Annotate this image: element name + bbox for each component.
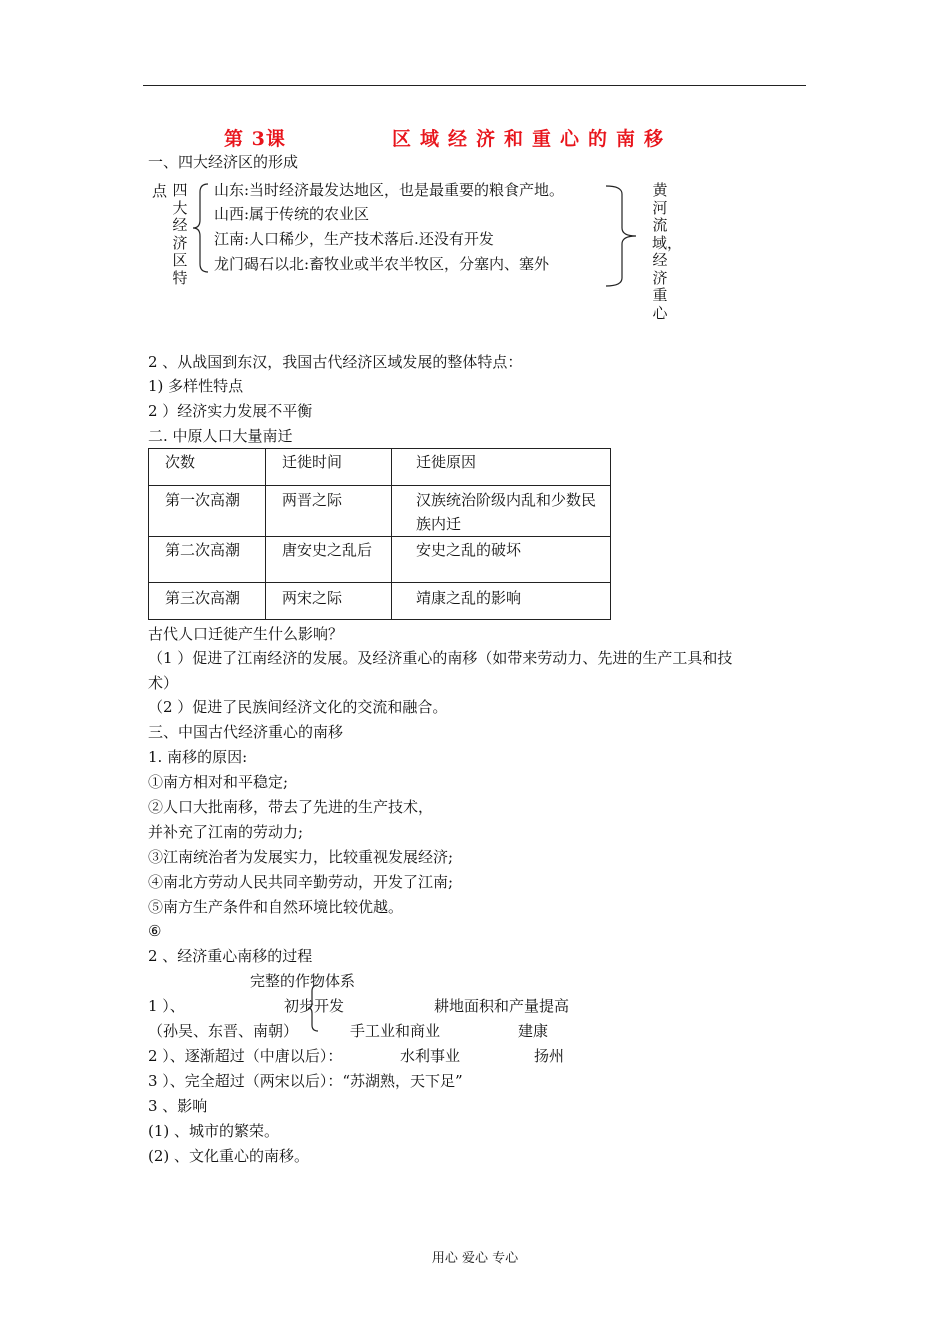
stage-1-text: 初步开发 <box>284 997 345 1015</box>
row-3-count: 第三次高潮 <box>165 589 241 607</box>
paragraph-overall-features: 2 、从战国到东汉，我国古代经济区域发展的整体特点： <box>148 353 523 371</box>
table-row <box>149 537 611 583</box>
reason-2-cont: 并补充了江南的劳动力; <box>148 823 304 841</box>
table-header-row <box>149 449 611 486</box>
table-row <box>149 583 611 620</box>
impact-2: (2) 、文化重心的南移。 <box>148 1147 310 1165</box>
page-footer: 用心 爱心 专心 <box>431 1251 519 1266</box>
left-brace-icon <box>190 182 212 274</box>
header-rule <box>143 85 806 86</box>
stage-2: 2 ）、逐渐超过（中唐以后）： <box>148 1047 343 1065</box>
section-1-heading: 一、四大经济区的形成 <box>148 153 299 171</box>
migration-table <box>148 448 611 620</box>
jiankang-label: 建康 <box>518 1022 549 1040</box>
reason-2: ②人口大批南移，带去了先进的生产技术， <box>148 798 434 816</box>
reason-6: ⑥ <box>148 922 162 940</box>
section-3-heading: 三、中国古代经济重心的南移 <box>148 723 344 741</box>
region-item-shandong: 山东:当时经济最发达地区，也是最重要的粮食产地。 <box>214 181 565 199</box>
side-label-prefix: 点 <box>152 182 168 200</box>
reason-5: ⑤南方生产条件和自然环境比较优越。 <box>148 898 404 916</box>
header-reason: 迁徙原因 <box>416 453 477 471</box>
process-brace-icon <box>306 983 320 1033</box>
right-label-vertical: 黄河流域，经济重心 <box>652 181 683 322</box>
effect-2: （2 ）促进了民族间经济文化的交流和融合。 <box>148 698 448 716</box>
lesson-number: 第 3课 <box>224 128 286 150</box>
process-heading: 2 、经济重心南移的过程 <box>148 947 313 965</box>
row-2-reason: 安史之乱的破坏 <box>416 541 522 559</box>
effect-1-line-2: 术） <box>148 674 179 692</box>
water-label: 水利事业 <box>400 1047 461 1065</box>
row-1-count: 第一次高潮 <box>165 491 241 509</box>
yangzhou-label: 扬州 <box>534 1047 565 1065</box>
feature-1: 1) 多样性特点 <box>148 377 244 395</box>
row-3-time: 两宋之际 <box>282 589 343 607</box>
row-2-count: 第二次高潮 <box>165 541 241 559</box>
crop-system-label: 完整的作物体系 <box>250 972 356 990</box>
lesson-title: 区域经济和重心的南移 <box>392 128 673 150</box>
table-row <box>149 486 611 537</box>
impact-heading: 3 、影响 <box>148 1097 208 1115</box>
region-item-longmen: 龙门碣石以北:畜牧业或半农半牧区，分塞内、塞外 <box>214 255 550 273</box>
row-2-time: 唐安史之乱后 <box>282 541 373 559</box>
row-3-reason: 靖康之乱的影响 <box>416 589 522 607</box>
effect-1-line-1: （1 ）促进了江南经济的发展。及经济重心的南移（如带来劳动力、先进的生产工具和技 <box>148 649 733 667</box>
migration-question: 古代人口迁徙产生什么影响？ <box>148 625 344 643</box>
feature-2: 2 ）经济实力发展不平衡 <box>148 402 313 420</box>
region-item-shanxi: 山西:属于传统的农业区 <box>214 205 370 223</box>
section-2-heading: 二. 中原人口大量南迁 <box>148 427 293 445</box>
handicraft-label: 手工业和商业 <box>350 1022 441 1040</box>
reason-3: ③江南统治者为发展实力，比较重视发展经济; <box>148 848 454 866</box>
farmland-label: 耕地面积和产量提高 <box>434 997 570 1015</box>
reasons-heading: 1. 南移的原因: <box>148 748 248 766</box>
region-item-jiangnan: 江南:人口稀少，生产技术落后.还没有开发 <box>214 230 494 248</box>
reason-4: ④南北方劳动人民共同辛勤劳动，开发了江南; <box>148 873 454 891</box>
header-time: 迁徙时间 <box>282 453 343 471</box>
row-1-reason: 汉族统治阶级内乱和少数民族内迁 <box>416 491 597 533</box>
side-label-vertical: 四大经济区特 <box>172 181 188 287</box>
header-count: 次数 <box>165 453 196 471</box>
impact-1: (1) 、城市的繁荣。 <box>148 1122 280 1140</box>
reason-1: ①南方相对和平稳定; <box>148 773 289 791</box>
stage-1-period: （孙吴、东晋、南朝） <box>148 1022 299 1040</box>
stage-1-prefix: 1 ）、 <box>148 997 185 1015</box>
row-1-time: 两晋之际 <box>282 491 343 509</box>
right-brace-icon <box>604 182 640 290</box>
stage-3: 3 ）、完全超过（两宋以后）：“苏湖熟，天下足” <box>148 1072 463 1090</box>
